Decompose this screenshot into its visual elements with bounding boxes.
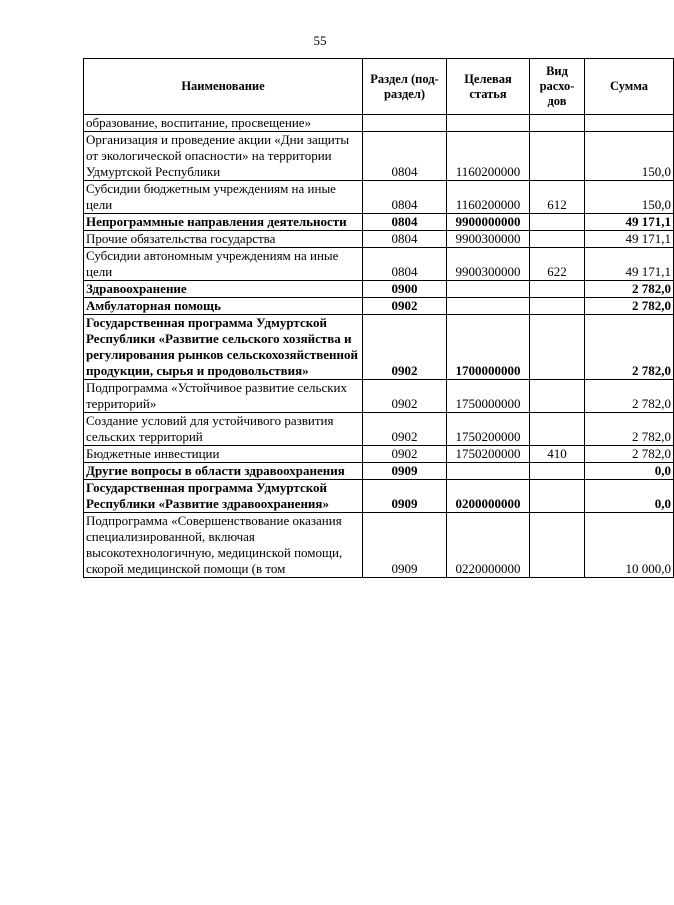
cell-target <box>447 463 530 480</box>
cell-target <box>447 281 530 298</box>
cell-name: образование, воспитание, просвещение» <box>84 115 363 132</box>
cell-type <box>530 513 585 578</box>
cell-sum: 2 782,0 <box>585 298 674 315</box>
cell-section: 0902 <box>363 380 447 413</box>
cell-sum: 49 171,1 <box>585 248 674 281</box>
cell-section: 0909 <box>363 463 447 480</box>
cell-name: Подпрограмма «Совершенствование оказания специализированной, включая высокотехнологичную, медицинской помощи, скорой медицинской помощи (в том <box>84 513 363 578</box>
cell-name: Другие вопросы в области здравоохранения <box>84 463 363 480</box>
cell-section: 0902 <box>363 413 447 446</box>
cell-name: Непрограммные направления деятельности <box>84 214 363 231</box>
cell-target: 1750200000 <box>447 446 530 463</box>
cell-section: 0902 <box>363 298 447 315</box>
cell-target: 1750000000 <box>447 380 530 413</box>
cell-section: 0902 <box>363 446 447 463</box>
cell-sum <box>585 115 674 132</box>
cell-type <box>530 132 585 181</box>
cell-type: 622 <box>530 248 585 281</box>
table-row <box>84 132 674 181</box>
cell-section: 0909 <box>363 480 447 513</box>
cell-name: Субсидии автономным учреждениям на иные цели <box>84 248 363 281</box>
cell-target: 9900300000 <box>447 248 530 281</box>
cell-sum: 2 782,0 <box>585 446 674 463</box>
cell-type <box>530 298 585 315</box>
cell-target: 9900000000 <box>447 214 530 231</box>
cell-type <box>530 413 585 446</box>
table-row <box>84 181 674 214</box>
header-sum: Сумма <box>585 59 674 115</box>
cell-section: 0804 <box>363 181 447 214</box>
cell-section: 0900 <box>363 281 447 298</box>
cell-target: 1750200000 <box>447 413 530 446</box>
cell-section: 0804 <box>363 231 447 248</box>
cell-type <box>530 315 585 380</box>
cell-section: 0909 <box>363 513 447 578</box>
cell-name: Субсидии бюджетным учреждениям на иные цели <box>84 181 363 214</box>
cell-sum: 0,0 <box>585 463 674 480</box>
table-row <box>84 231 674 248</box>
cell-target: 1700000000 <box>447 315 530 380</box>
cell-type <box>530 214 585 231</box>
table-row <box>84 413 674 446</box>
cell-sum: 49 171,1 <box>585 231 674 248</box>
cell-type <box>530 463 585 480</box>
cell-sum: 150,0 <box>585 132 674 181</box>
cell-type <box>530 281 585 298</box>
cell-target: 0200000000 <box>447 480 530 513</box>
cell-name: Здравоохранение <box>84 281 363 298</box>
cell-type <box>530 231 585 248</box>
cell-sum: 2 782,0 <box>585 315 674 380</box>
page-number: 55 <box>313 33 327 48</box>
table-row <box>84 463 674 480</box>
cell-type <box>530 380 585 413</box>
cell-section: 0804 <box>363 248 447 281</box>
table-row <box>84 513 674 578</box>
table-row <box>84 446 674 463</box>
table-row <box>84 380 674 413</box>
cell-name: Подпрограмма «Устойчивое развитие сельских территорий» <box>84 380 363 413</box>
cell-section: 0902 <box>363 315 447 380</box>
table-row <box>84 248 674 281</box>
table-row <box>84 115 674 132</box>
header-name: Наименование <box>84 59 363 115</box>
cell-target <box>447 115 530 132</box>
cell-name: Государственная программа Удмуртской Республики «Развитие здравоохранения» <box>84 480 363 513</box>
cell-name: Амбулаторная помощь <box>84 298 363 315</box>
cell-sum: 10 000,0 <box>585 513 674 578</box>
cell-name: Бюджетные инвестиции <box>84 446 363 463</box>
cell-sum: 0,0 <box>585 480 674 513</box>
cell-section: 0804 <box>363 132 447 181</box>
cell-sum: 2 782,0 <box>585 413 674 446</box>
table-row <box>84 298 674 315</box>
table-row <box>84 480 674 513</box>
table-row <box>84 214 674 231</box>
cell-section: 0804 <box>363 214 447 231</box>
cell-target: 1160200000 <box>447 132 530 181</box>
cell-target: 0220000000 <box>447 513 530 578</box>
cell-name: Прочие обязательства государства <box>84 231 363 248</box>
cell-target: 9900300000 <box>447 231 530 248</box>
cell-type <box>530 115 585 132</box>
table-row <box>84 315 674 380</box>
cell-sum: 49 171,1 <box>585 214 674 231</box>
cell-section <box>363 115 447 132</box>
cell-name: Создание условий для устойчивого развития сельских территорий <box>84 413 363 446</box>
cell-sum: 2 782,0 <box>585 281 674 298</box>
cell-sum: 150,0 <box>585 181 674 214</box>
table-row <box>84 281 674 298</box>
cell-target <box>447 298 530 315</box>
cell-name: Организация и проведение акции «Дни защиты от экологической опасности» на территории Удмуртской Республики <box>84 132 363 181</box>
table-header-row <box>84 59 674 115</box>
cell-type: 410 <box>530 446 585 463</box>
header-section: Раздел (под-раздел) <box>363 59 447 115</box>
cell-target: 1160200000 <box>447 181 530 214</box>
cell-type: 612 <box>530 181 585 214</box>
cell-type <box>530 480 585 513</box>
cell-name: Государственная программа Удмуртской Республики «Развитие сельского хозяйства и регулирования рынков сельскохозяйственной продукции, сырья и продовольствия» <box>84 315 363 380</box>
cell-sum: 2 782,0 <box>585 380 674 413</box>
budget-table <box>83 58 674 578</box>
header-type: Вид расхо-дов <box>530 59 585 115</box>
header-target: Целевая статья <box>447 59 530 115</box>
